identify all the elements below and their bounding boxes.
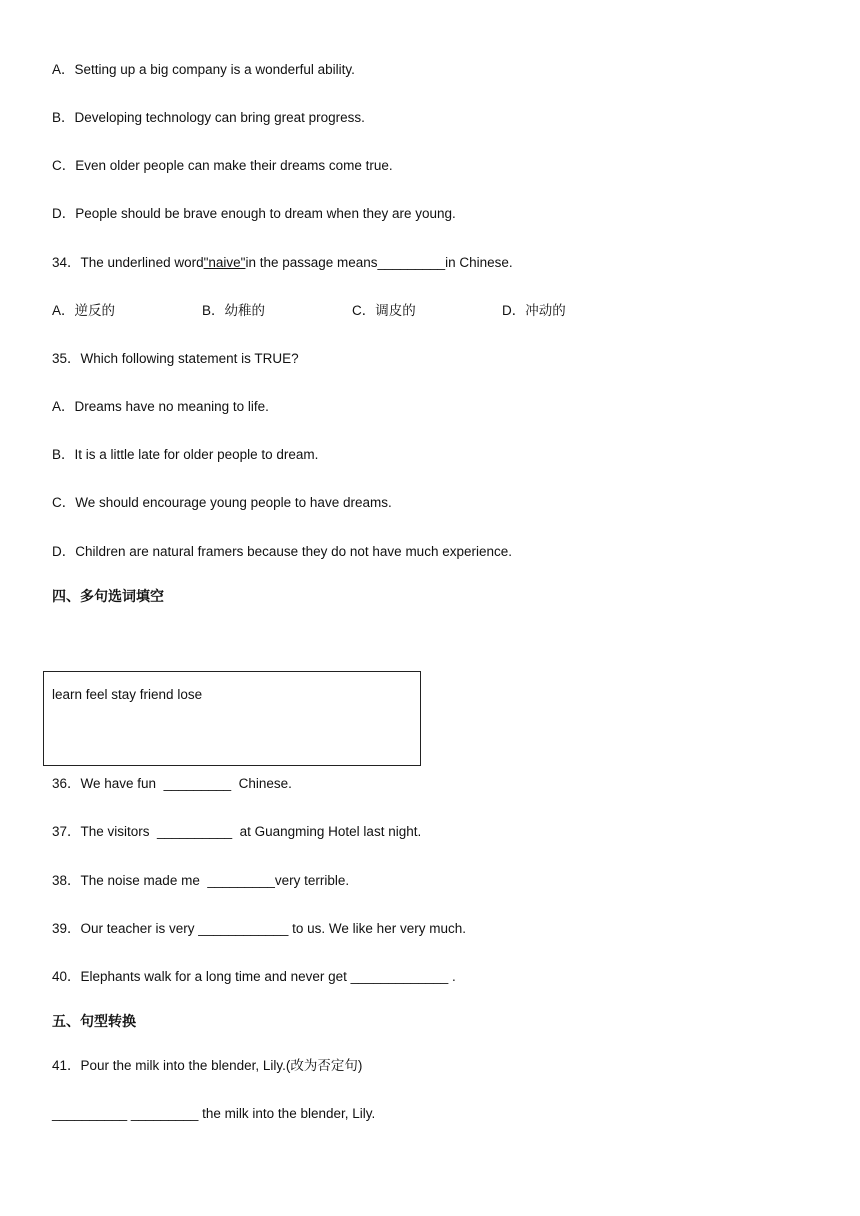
q35-option-d: D．Children are natural framers because they do not have much experience. (52, 544, 512, 559)
q34-blank: _________ (377, 255, 446, 270)
section5-title: 五、句型转换 (52, 1013, 136, 1029)
q35-option-b: B．It is a little late for older people to dream. (52, 447, 319, 462)
q38: 38．The noise made me _________very terrible. (52, 873, 350, 888)
q34-underlined-word: "naive" (203, 255, 246, 270)
q35-option-a: A．Dreams have no meaning to life. (52, 399, 269, 414)
q39: 39．Our teacher is very ____________ to us. We like her very much. (52, 921, 466, 936)
q41-answer-line: __________ _________ the milk into the blender, Lily. (52, 1106, 376, 1121)
word-bank: learn feel stay friend lose (52, 687, 203, 702)
q37: 37．The visitors __________ at Guangming Hotel last night. (52, 824, 422, 839)
q34-suffix: in Chinese. (445, 255, 513, 270)
word-bank-box (43, 671, 421, 766)
q35-question: 35．Which following statement is TRUE? (52, 351, 299, 366)
q34-option-d: D．冲动的 (502, 303, 566, 318)
q41: 41．Pour the milk into the blender, Lily.(改为否定句) (52, 1058, 363, 1073)
q34-middle: in the passage means (245, 255, 378, 270)
q36: 36．We have fun _________ Chinese. (52, 776, 292, 791)
q34-prefix: 34．The underlined word (52, 255, 204, 270)
section4-title: 四、多句选词填空 (52, 588, 164, 604)
q34-option-b: B．幼稚的 (202, 303, 266, 318)
q35-option-c: C．We should encourage young people to have dreams. (52, 495, 392, 510)
q33-option-d: D．People should be brave enough to dream when they are young. (52, 206, 456, 221)
q33-option-b: B．Developing technology can bring great progress. (52, 110, 365, 125)
q40: 40．Elephants walk for a long time and never get _____________ . (52, 969, 456, 984)
q33-option-c: C．Even older people can make their dreams come true. (52, 158, 393, 173)
q34-question (52, 254, 513, 272)
q34-option-a: A．逆反的 (52, 303, 116, 318)
q34-option-c: C．调皮的 (352, 303, 416, 318)
q33-option-a: A．Setting up a big company is a wonderful ability. (52, 62, 355, 77)
